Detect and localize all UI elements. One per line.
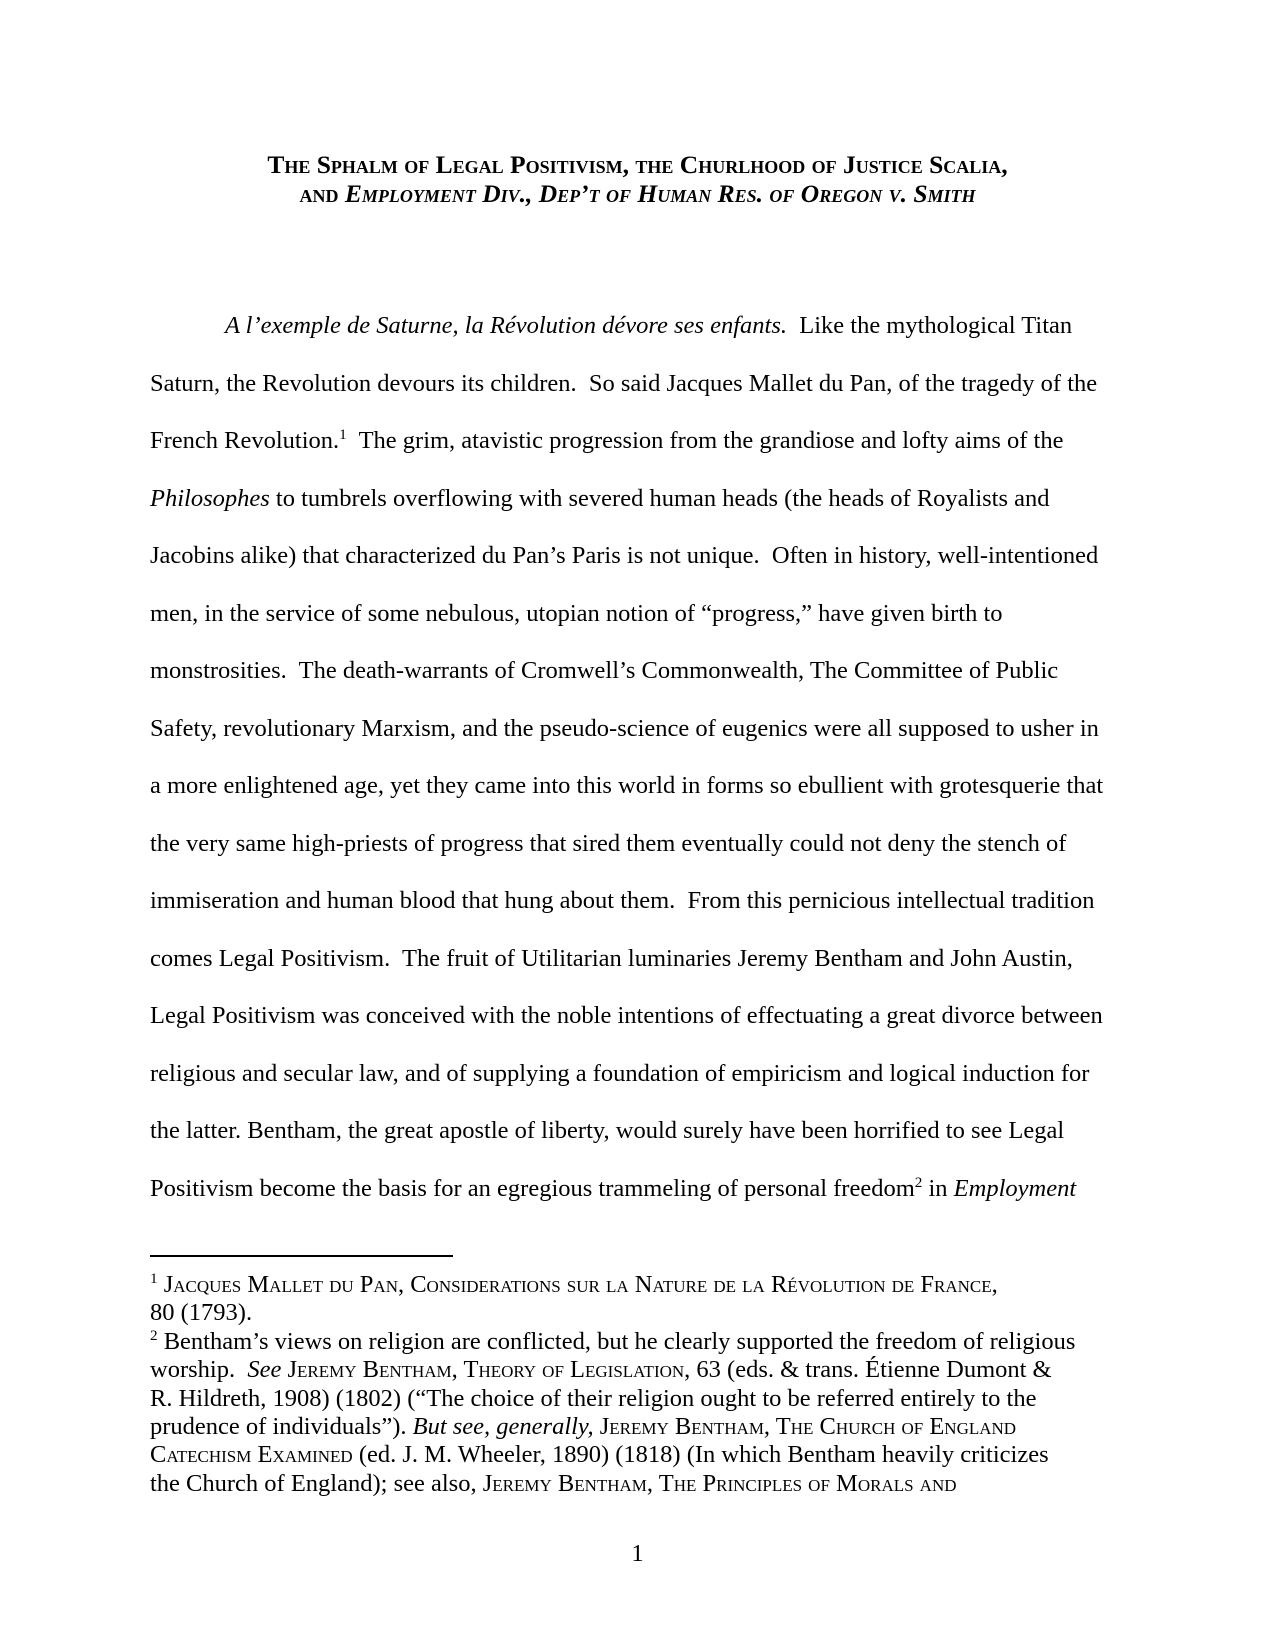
- text-line: [150, 355, 1130, 413]
- text-line: [150, 1299, 1135, 1327]
- text-segment: Employment Div., Dep’t of Human Res. of Oregon v. Smith: [344, 179, 976, 208]
- text-segment: Legal Positivism was conceived with the noble intentions of effectuating a great divorce between: [150, 1002, 1103, 1029]
- text-segment: The Sphalm of Legal Positivism, the Churlhood of Justice Scalia,: [267, 150, 1008, 179]
- text-segment: worship.: [150, 1356, 248, 1384]
- text-segment: prudence of individuals”).: [150, 1413, 413, 1441]
- footnote-reference: 1: [150, 1269, 158, 1287]
- text-line: [150, 585, 1130, 643]
- text-line: [150, 412, 1130, 470]
- text-line: [150, 1328, 1135, 1356]
- text-segment: 63 (eds. & trans. Étienne Dumont &: [690, 1356, 1052, 1384]
- text-segment: R. Hildreth, 1908) (1802) (“The choice of their religion ought to be referred entirely to the: [150, 1384, 1037, 1412]
- text-segment: Catechism Examined: [150, 1441, 353, 1469]
- text-segment: Jeremy Bentham, Theory of Legislation,: [287, 1356, 691, 1384]
- text-segment: (ed. J. M. Wheeler, 1890) (1818) (In which Bentham heavily criticizes: [352, 1441, 1049, 1469]
- text-line: [150, 179, 1125, 208]
- text-segment: Positivism become the basis for an egregious trammeling of personal freedom: [150, 1174, 915, 1202]
- text-segment: comes Legal Positivism. The fruit of Utilitarian luminaries Jeremy Bentham and John Austin,: [150, 944, 1073, 972]
- text-segment: religious and secular law, and of supplying a foundation of empiricism and logical induction for: [150, 1059, 1090, 1087]
- footnote-reference: 2: [914, 1173, 923, 1191]
- text-segment: Saturn, the Revolution devours its children. So said Jacques Mallet du Pan, of the tragedy of the: [150, 369, 1098, 397]
- text-segment: See: [247, 1356, 282, 1384]
- text-line: [150, 1160, 1130, 1218]
- footnote-reference: 2: [150, 1326, 158, 1344]
- text-line: [150, 1356, 1135, 1384]
- footnote-reference: 1: [339, 425, 347, 443]
- text-line: [150, 470, 1130, 528]
- text-segment: Jacques Mallet du Pan, Considerations sur la Nature de la Révolution de France,: [163, 1271, 998, 1298]
- text-line: [150, 815, 1130, 873]
- text-segment: Bentham’s views on religion are conflicted, but he clearly supported the freedom of religious: [157, 1327, 1076, 1355]
- text-line: [150, 872, 1130, 930]
- text-segment: Jeremy Bentham, The Church of England: [599, 1413, 1017, 1441]
- text-segment: monstrosities. The death-warrants of Cromwell’s Commonwealth, The Committee of Public: [150, 657, 1059, 684]
- text-line: [150, 1413, 1135, 1441]
- text-segment: the very same high-priests of progress that sired them eventually could not deny the stench of: [150, 829, 1067, 857]
- text-segment: 80 (1793).: [150, 1299, 253, 1327]
- text-segment: and: [299, 179, 345, 208]
- text-line: [150, 527, 1130, 585]
- text-line: [150, 1441, 1135, 1469]
- text-segment: But see, generally,: [412, 1413, 594, 1441]
- text-segment: the latter. Bentham, the great apostle of liberty, would surely have been horrified to see Legal: [150, 1117, 1065, 1144]
- text-segment: a more enlightened age, yet they came into this world in forms so ebullient with grotesquerie that: [150, 772, 1104, 799]
- text-line: [150, 642, 1130, 700]
- footnote-separator: [150, 1255, 453, 1257]
- paper-title: [150, 150, 1125, 208]
- text-segment: in: [922, 1174, 954, 1202]
- text-line: [150, 757, 1130, 815]
- text-line: [150, 700, 1130, 758]
- text-segment: Like the mythological Titan: [786, 312, 1073, 339]
- text-line: [150, 1470, 1135, 1498]
- text-line: [150, 1385, 1135, 1413]
- text-segment: Safety, revolutionary Marxism, and the pseudo-science of eugenics were all supposed to usher in: [150, 714, 1099, 742]
- text-line: [150, 150, 1125, 179]
- text-segment: A l’exemple de Saturne, la Révolution dévore ses enfants.: [225, 312, 787, 339]
- text-segment: immiseration and human blood that hung about them. From this pernicious intellectual tradition: [150, 887, 1095, 914]
- text-segment: to tumbrels overflowing with severed human heads (the heads of Royalists and: [269, 484, 1050, 512]
- footnotes: [150, 1271, 1135, 1498]
- text-segment: Employment: [953, 1174, 1077, 1202]
- text-line: [150, 1102, 1130, 1160]
- page-number: 1: [631, 1540, 644, 1567]
- text-segment: Philosophes: [150, 484, 270, 512]
- text-line: [150, 1045, 1130, 1103]
- text-segment: French Revolution.: [150, 427, 340, 454]
- text-line: [150, 297, 1130, 355]
- text-segment: men, in the service of some nebulous, utopian notion of “progress,” have given birth to: [150, 599, 1003, 627]
- text-segment: the Church of England); see also,: [150, 1469, 483, 1497]
- text-segment: The grim, atavistic progression from the grandiose and lofty aims of the: [346, 427, 1064, 454]
- text-line: [150, 930, 1130, 988]
- text-segment: Jeremy Bentham, The Principles of Morals and: [482, 1469, 957, 1497]
- text-line: [150, 987, 1130, 1045]
- text-line: [150, 1271, 1135, 1299]
- body-text: [150, 297, 1130, 1217]
- text-segment: Jacobins alike) that characterized du Pan’s Paris is not unique. Often in history, well-intentioned: [150, 542, 1099, 569]
